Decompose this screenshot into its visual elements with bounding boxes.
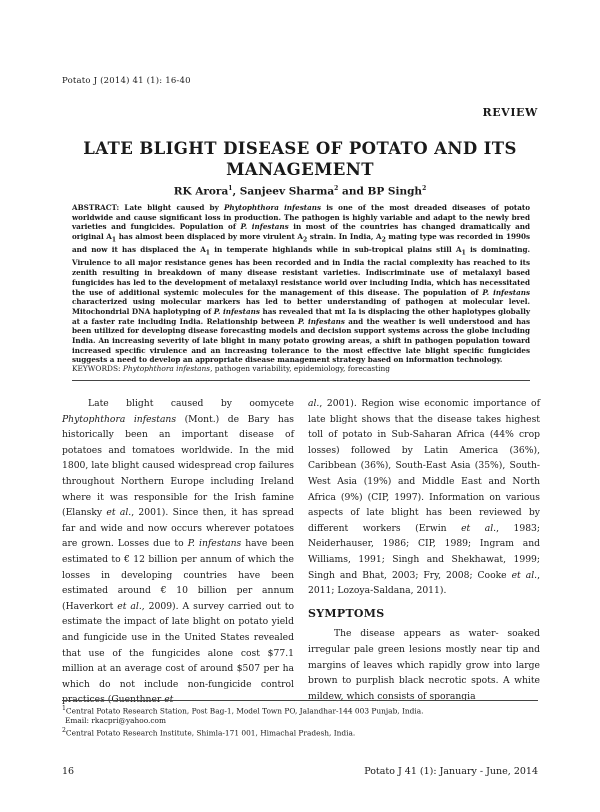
footnote-1: [62, 704, 538, 726]
abstract-text: is one of the most dreaded diseases of potato worldwide and cause significant loss in production. The pathogen is highly variable and adapt to the newly bred varieties and fungicides. Population of: [72, 203, 531, 232]
subscript: 1: [461, 249, 466, 257]
subscript: 2: [303, 236, 308, 244]
author-separator: and: [338, 185, 368, 198]
page-number: 16: [62, 766, 75, 777]
abstract-text: and the weather is well understood and has been utilized for developing disease forecasting models and decision support systems across the globe including India. An increasing severity of late blight in many potato growing areas, a shift in pathogen population toward increased specific virulence and an increasing tolerance to the most effective late blight specific fungicides suggests a need to develop an appropriate disease management strategy based on information technology.: [72, 316, 530, 365]
abstract: [72, 203, 530, 365]
species-name: Phytophthora infestans: [122, 364, 211, 373]
species-name: P. infestans: [213, 306, 260, 316]
body-text: , 2001). Since then, it has spread far and wide and now occurs wherever potatoes are grown. Losses due to: [62, 507, 294, 550]
citation-etal: et al.: [106, 507, 132, 519]
footnote-2: [62, 726, 538, 738]
species-name: P. infestans: [240, 222, 289, 232]
abstract-text: mating type was recorded in 1990s and now it has displaced the A: [72, 232, 531, 255]
abstract-text: in temperate highlands while in sub-tropical plains still A: [209, 245, 462, 255]
abstract-text: is dominating. Virulence to all major resistance genes has been recorded and in India the racial complexity has reached to its zenith resulting in breakdown of many disease resistant varieties. Indiscriminate use of metalaxyl based fungicides has led to the development of metalaxyl resistance world over including India, which has necessitated the use of additional systemic molecules for the management of this disease. The population of: [72, 245, 530, 297]
species-name: P. infestans: [297, 316, 345, 326]
body-text: have been estimated to € 12 billion per annum of which the losses in developing countries have been estimated around € 10 billion per annum (Haverkort: [62, 538, 295, 612]
abstract-text: has revealed that mt Ia is displacing the other haplotypes globally at a faster rate including India. Relationship between: [72, 306, 530, 326]
citation-etal: et al.: [511, 569, 538, 581]
title-line-1: LATE BLIGHT DISEASE OF POTATO AND ITS: [83, 139, 517, 158]
keywords-label: KEYWORDS:: [72, 364, 123, 373]
footnote-divider: [62, 700, 538, 701]
citation-etal: et al.: [117, 600, 142, 612]
footnote-text: Central Potato Research Station, Post Bag-1, Model Town PO, Jalandhar-144 003 Punjab, India.: [65, 706, 424, 716]
divider: [72, 380, 530, 381]
footnote-marker: 1: [62, 705, 66, 712]
subscript: 2: [381, 236, 386, 244]
title-line-2: MANAGEMENT: [226, 160, 374, 179]
abstract-text: characterized using molecular markers has led to better understanding of pathogen at molecular level. Mitochondrial DNA haplotyping of: [72, 297, 530, 316]
body-text: Late blight caused by oomycete: [88, 398, 294, 409]
body-text: , 1983; Neiderhauser, 1986; CIP, 1989; Ingram and Williams, 1991; Singh and Shekhawat, 1999; Singh and Bhat, 2003; Fry, 2008; Cooke: [308, 522, 540, 581]
species-name: Phytophthora infestans: [223, 203, 321, 212]
section-label: REVIEW: [482, 106, 538, 119]
symptoms-paragraph: The disease appears as water- soaked irregular pale green lesions mostly near tip and margins of leaves which rapidly grow into large brown to purplish black necrotic spots. A white mildew, which consists of sporangia: [308, 628, 540, 702]
body-text: , 2009). A survey carried out to estimate the impact of late blight on potato yield and fungicide use in the United States revealed that use of the fungicides alone cost $77.1 million at an average cost of around $507 per ha which do not include non-fungicide control practices (Guenthner: [62, 600, 295, 706]
body-column-left: [62, 396, 294, 708]
species-name: P. infestans: [482, 287, 531, 297]
citation-etal: et al.: [461, 522, 497, 534]
body-text: , 2011; Lozoya-Saldana, 2011).: [308, 569, 541, 597]
issue-footer: Potato J 41 (1): January - June, 2014: [364, 766, 538, 777]
journal-reference: Potato J (2014) 41 (1): 16-40: [62, 76, 191, 86]
species-name: P. infestans: [187, 538, 242, 550]
paragraph-continued: [308, 396, 540, 599]
body-text: , 2001). Region wise economic importance of late blight shows that the disease takes highest toll of potato in Sub-Saharan Africa (44% crop losses) followed by Latin America (36%), Caribbean (36%), South-East Asia (35%), South-West Asia (19%) and Middle East and North Africa (9%) (CIP, 1997). Information on various aspects of late blight has been reviewed by different workers (Erwin: [308, 398, 540, 534]
author-name: RK Arora: [173, 185, 229, 198]
abstract-text: has almost been displaced by more virulent A: [116, 232, 303, 242]
footnote-email: Email: rkacpri@yahoo.com: [65, 716, 167, 726]
abstract-text: strain. In India, A: [307, 232, 382, 242]
subscript: 1: [111, 236, 117, 244]
affiliation-marker: 1: [228, 185, 233, 192]
footnote-marker: 2: [62, 727, 66, 734]
body-column-right: [308, 396, 540, 704]
keywords: [72, 364, 530, 374]
footnote-1-line: [62, 704, 538, 716]
author-list: [62, 185, 538, 198]
footnote-text: Central Potato Research Institute, Shimla-171 001, Himachal Pradesh, India.: [65, 728, 356, 738]
section-heading-symptoms: SYMPTOMS: [308, 606, 385, 620]
affiliation-marker: 2: [334, 185, 339, 192]
species-name: Phytophthora infestans: [62, 413, 177, 425]
subscript: 1: [205, 249, 210, 257]
keywords-text: , pathogen variability, epidemiology, forecasting: [210, 364, 390, 373]
author-name: Sanjeev Sharma: [239, 185, 335, 198]
abstract-label: ABSTRACT:: [72, 203, 125, 212]
body-text: (Mont.) de Bary has historically been an important disease of potatoes and tomatoes worldwide. In the mid 1800, late blight caused widespread crop failures throughout Northern Europe including Ireland where it was responsible for the Irish famine (Elansky: [62, 413, 295, 519]
citation-etal: al.: [308, 398, 320, 409]
affiliation-marker: 2: [422, 185, 427, 192]
author-name: BP Singh: [367, 185, 423, 198]
author-separator: ,: [232, 185, 240, 198]
article-title: [62, 138, 538, 180]
abstract-text: in most of the countries has changed dramatically and original A: [72, 222, 530, 242]
abstract-text: Late blight caused by: [124, 203, 224, 212]
citation-etal: et: [164, 694, 174, 706]
